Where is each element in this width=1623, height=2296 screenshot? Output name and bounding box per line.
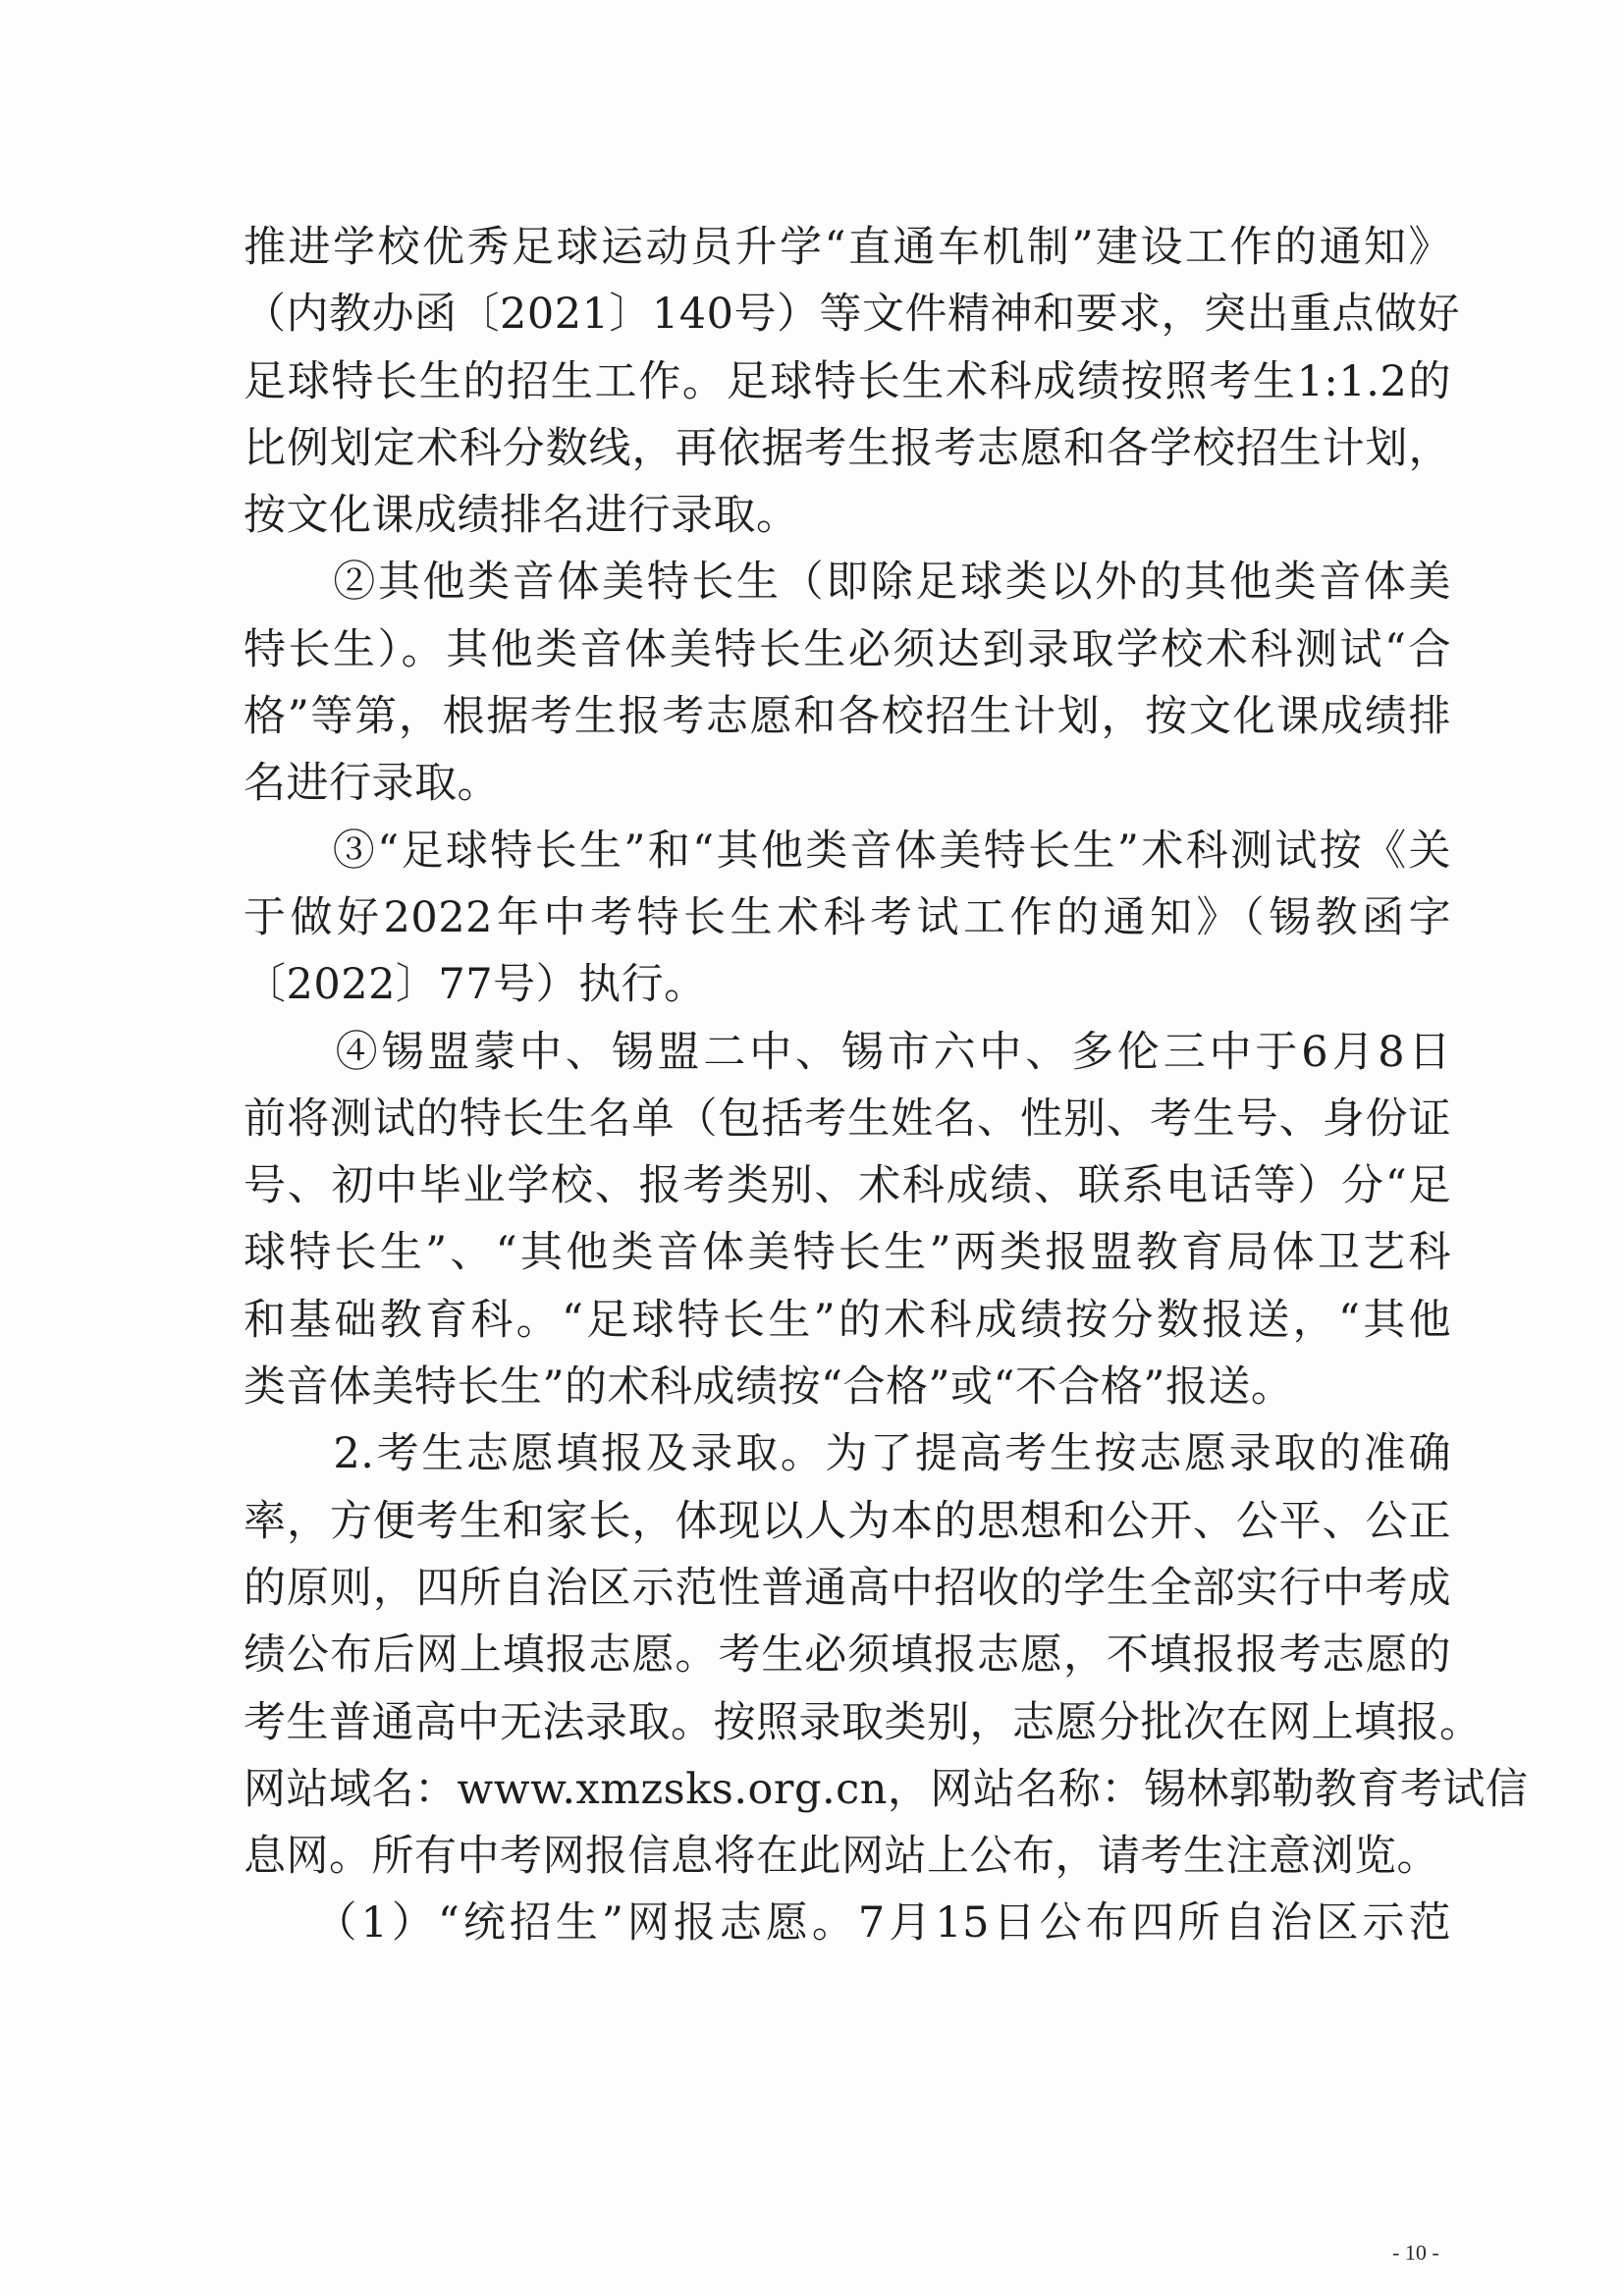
text-line: 率，方便考生和家长，体现以人为本的思想和公开、公平、公正: [243, 1496, 1451, 1546]
text-line: 绩公布后网上填报志愿。考生必须填报志愿，不填报报考志愿的: [243, 1630, 1451, 1681]
text-line: （1）“统招生”网报志愿。7月15日公布四所自治区示范: [243, 1898, 1451, 1949]
text-line: 比例划定术科分数线，再依据考生报考志愿和各学校招生计划，: [243, 423, 1451, 473]
text-line: 于做好2022年中考特长生术科考试工作的通知》（锡教函字: [243, 892, 1451, 942]
text-line: 的原则，四所自治区示范性普通高中招收的学生全部实行中考成: [243, 1563, 1451, 1613]
text-line: 推进学校优秀足球运动员升学“直通车机制”建设工作的通知》: [243, 223, 1451, 272]
text-line: 球特长生”、“其他类音体美特长生”两类报盟教育局体卫艺科: [243, 1228, 1451, 1278]
text-line: 足球特长生的招生工作。足球特长生术科成绩按照考生1:1.2的: [243, 356, 1451, 406]
text-line: 按文化课成绩排名进行录取。: [243, 491, 799, 541]
text-line: ④锡盟蒙中、锡盟二中、锡市六中、多伦三中于6月8日: [243, 1027, 1451, 1077]
page-number: - 10 -: [1392, 2240, 1439, 2265]
text-line: 和基础教育科。“足球特长生”的术科成绩按分数报送，“其他: [243, 1295, 1451, 1345]
text-line: ③“足球特长生”和“其他类音体美特长生”术科测试按《关: [243, 826, 1451, 876]
text-line: 名进行录取。: [243, 759, 500, 809]
text-line: 特长生）。其他类音体美特长生必须达到录取学校术科测试“合: [243, 624, 1451, 674]
text-line: 2.考生志愿填报及录取。为了提高考生按志愿录取的准确: [243, 1429, 1451, 1479]
text-line: 〔2022〕77号）执行。: [243, 960, 707, 1010]
text-line: 号、初中毕业学校、报考类别、术科成绩、联系电话等）分“足: [243, 1161, 1451, 1211]
document-body: [243, 214, 1529, 1957]
text-line: （内教办函〔2021〕140号）等文件精神和要求，突出重点做好: [243, 290, 1461, 340]
text-line: 格”等第，根据考生报考志愿和各校招生计划，按文化课成绩排: [243, 692, 1451, 742]
text-line: 前将测试的特长生名单（包括考生姓名、性别、考生号、身份证: [243, 1094, 1451, 1144]
text-line: ②其他类音体美特长生（即除足球类以外的其他类音体美: [243, 558, 1451, 608]
text-line: 考生普通高中无法录取。按照录取类别，志愿分批次在网上填报。: [243, 1697, 1483, 1747]
text-line: 类音体美特长生”的术科成绩按“合格”或“不合格”报送。: [243, 1362, 1294, 1413]
text-line: 网站域名：www.xmzsks.org.cn，网站名称：锡林郭勒教育考试信: [243, 1764, 1529, 1814]
text-line: 息网。所有中考网报信息将在此网站上公布，请考生注意浏览。: [243, 1832, 1439, 1882]
